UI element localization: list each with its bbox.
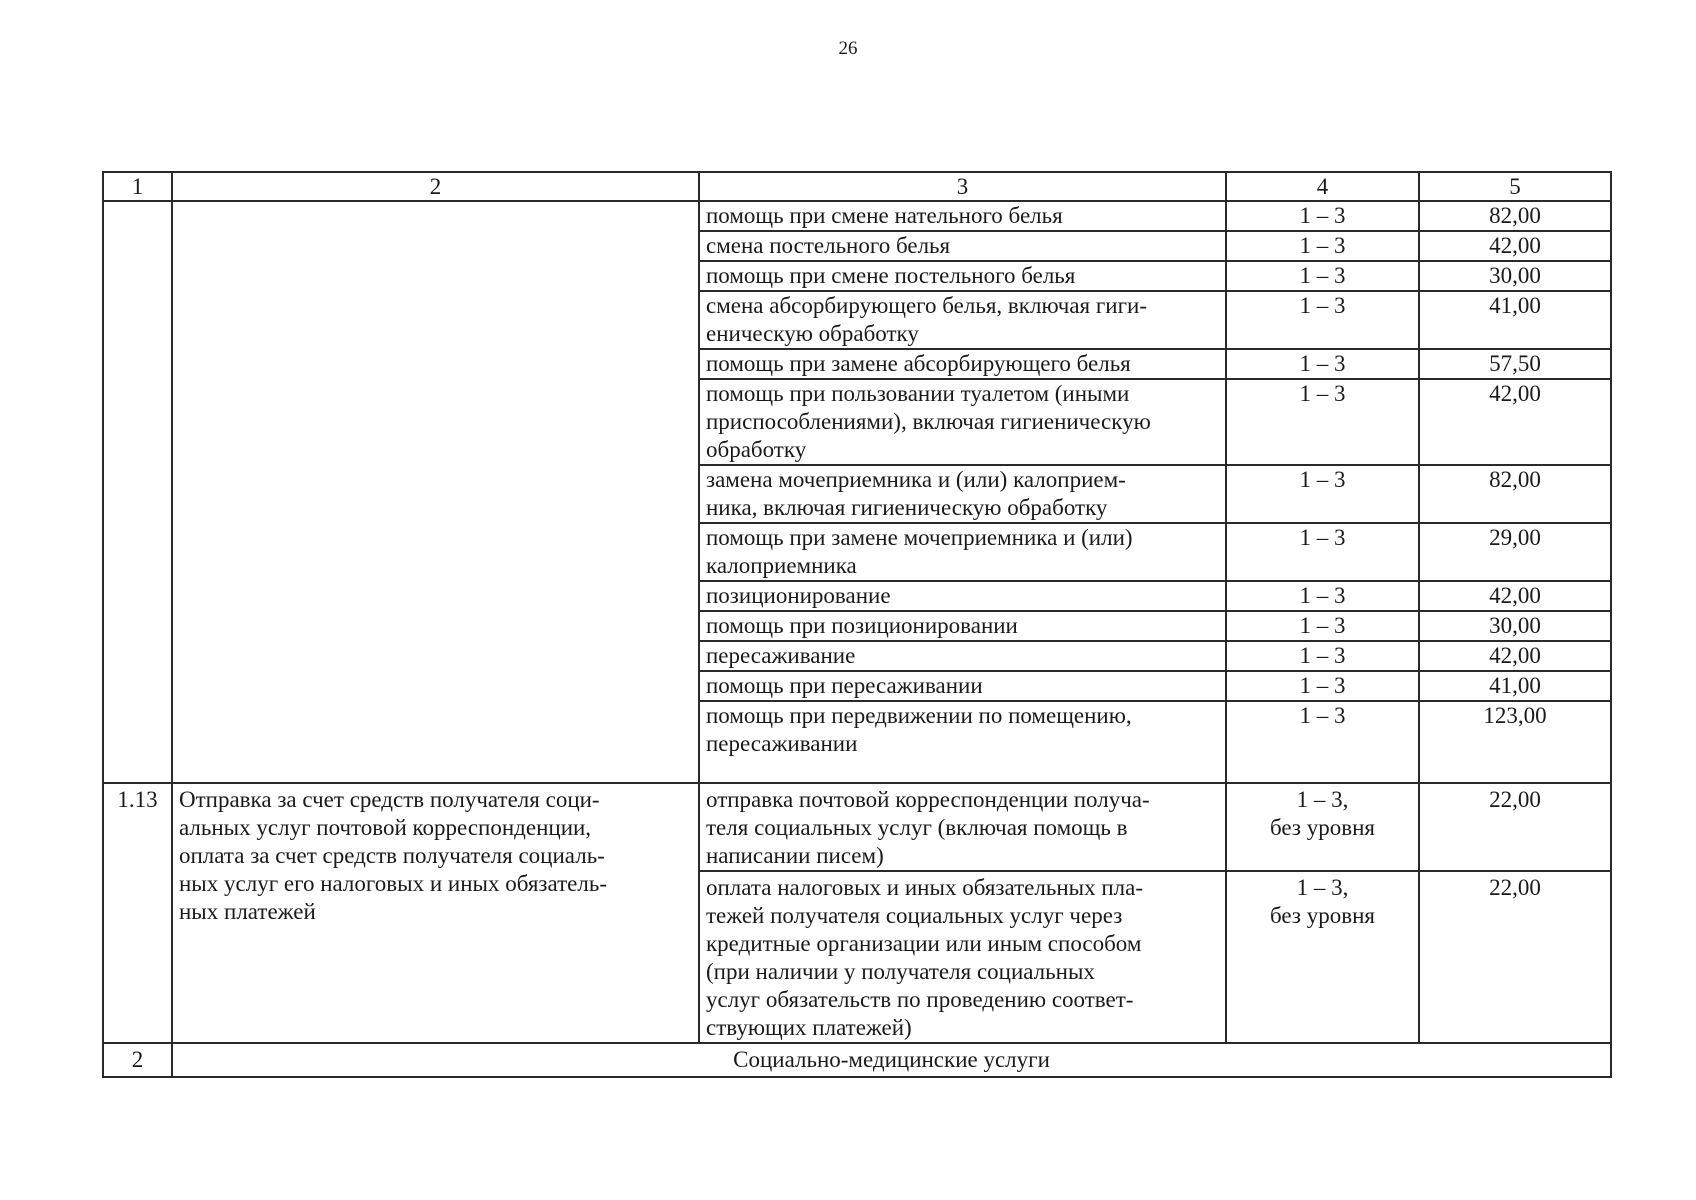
level-cell: 1 – 3 [1226,611,1419,641]
level-cell: 1 – 3 [1226,379,1419,465]
service-name-cell: помощь при смене постельного белья [699,261,1226,291]
services-table-body [103,172,1611,1077]
price-cell: 22,00 [1419,783,1611,871]
price-cell: 41,00 [1419,291,1611,349]
service-name-cell: помощь при замене абсорбирующего белья [699,349,1226,379]
column-number-2: 2 [172,172,699,201]
service-name-cell: позиционирование [699,581,1226,611]
section-title-cell: Социально-медицинские услуги [172,1043,1611,1077]
price-cell: 30,00 [1419,611,1611,641]
column-number-5: 5 [1419,172,1611,201]
level-cell: 1 – 3 [1226,231,1419,261]
service-name-cell: помощь при замене мочеприемника и (или) калоприемника [699,523,1226,581]
price-cell: 30,00 [1419,261,1611,291]
column-number-1: 1 [103,172,172,201]
level-cell: 1 – 3, без уровня [1226,783,1419,871]
row-number-cell [103,201,172,783]
level-cell: 1 – 3 [1226,523,1419,581]
level-cell: 1 – 3 [1226,349,1419,379]
table-row [103,201,1611,231]
price-cell: 41,00 [1419,671,1611,701]
service-name-cell: отправка почтовой корреспонденции получа- теля социальных услуг (включая помощь в написании писем) [699,783,1226,871]
section-number-cell: 2 [103,1043,172,1077]
price-cell: 42,00 [1419,641,1611,671]
column-number-4: 4 [1226,172,1419,201]
item-title-cell: Отправка за счет средств получателя соци- альных услуг почтовой корреспонденции, оплата за счет средств получателя социаль- ных услуг его налоговых и иных обязатель- ных платежей [172,783,699,1043]
service-name-cell: помощь при пользовании туалетом (иными приспособлениями), включая гигиеническую обработку [699,379,1226,465]
service-name-cell: замена мочеприемника и (или) калоприем- ника, включая гигиеническую обработку [699,465,1226,523]
level-cell: 1 – 3 [1226,671,1419,701]
service-name-cell: смена абсорбирующего белья, включая гиги- еническую обработку [699,291,1226,349]
level-cell: 1 – 3 [1226,581,1419,611]
column-number-3: 3 [699,172,1226,201]
service-group-cell [172,201,699,783]
price-cell: 29,00 [1419,523,1611,581]
section-row [103,1043,1611,1077]
service-name-cell: оплата налоговых и иных обязательных пла- тежей получателя социальных услуг через кредитные организации или иным способом (при наличии у получателя социальных услуг обязательств по проведению соответ- ствующих платежей) [699,871,1226,1043]
service-name-cell: помощь при передвижении по помещению, пересаживании [699,701,1226,783]
table-row [103,783,1611,871]
services-table [102,171,1612,1078]
level-cell: 1 – 3 [1226,465,1419,523]
level-cell: 1 – 3 [1226,641,1419,671]
level-cell: 1 – 3 [1226,261,1419,291]
price-cell: 22,00 [1419,871,1611,1043]
level-cell: 1 – 3 [1226,701,1419,783]
item-number-cell: 1.13 [103,783,172,1043]
price-cell: 42,00 [1419,379,1611,465]
price-cell: 42,00 [1419,581,1611,611]
level-cell: 1 – 3, без уровня [1226,871,1419,1043]
service-name-cell: помощь при позиционировании [699,611,1226,641]
column-number-row [103,172,1611,201]
level-cell: 1 – 3 [1226,291,1419,349]
price-cell: 82,00 [1419,201,1611,231]
price-cell: 123,00 [1419,701,1611,783]
service-name-cell: смена постельного белья [699,231,1226,261]
level-cell: 1 – 3 [1226,201,1419,231]
price-cell: 82,00 [1419,465,1611,523]
service-name-cell: помощь при смене нательного белья [699,201,1226,231]
price-cell: 57,50 [1419,349,1611,379]
price-cell: 42,00 [1419,231,1611,261]
service-name-cell: помощь при пересаживании [699,671,1226,701]
service-name-cell: пересаживание [699,641,1226,671]
page-number: 26 [838,38,858,59]
